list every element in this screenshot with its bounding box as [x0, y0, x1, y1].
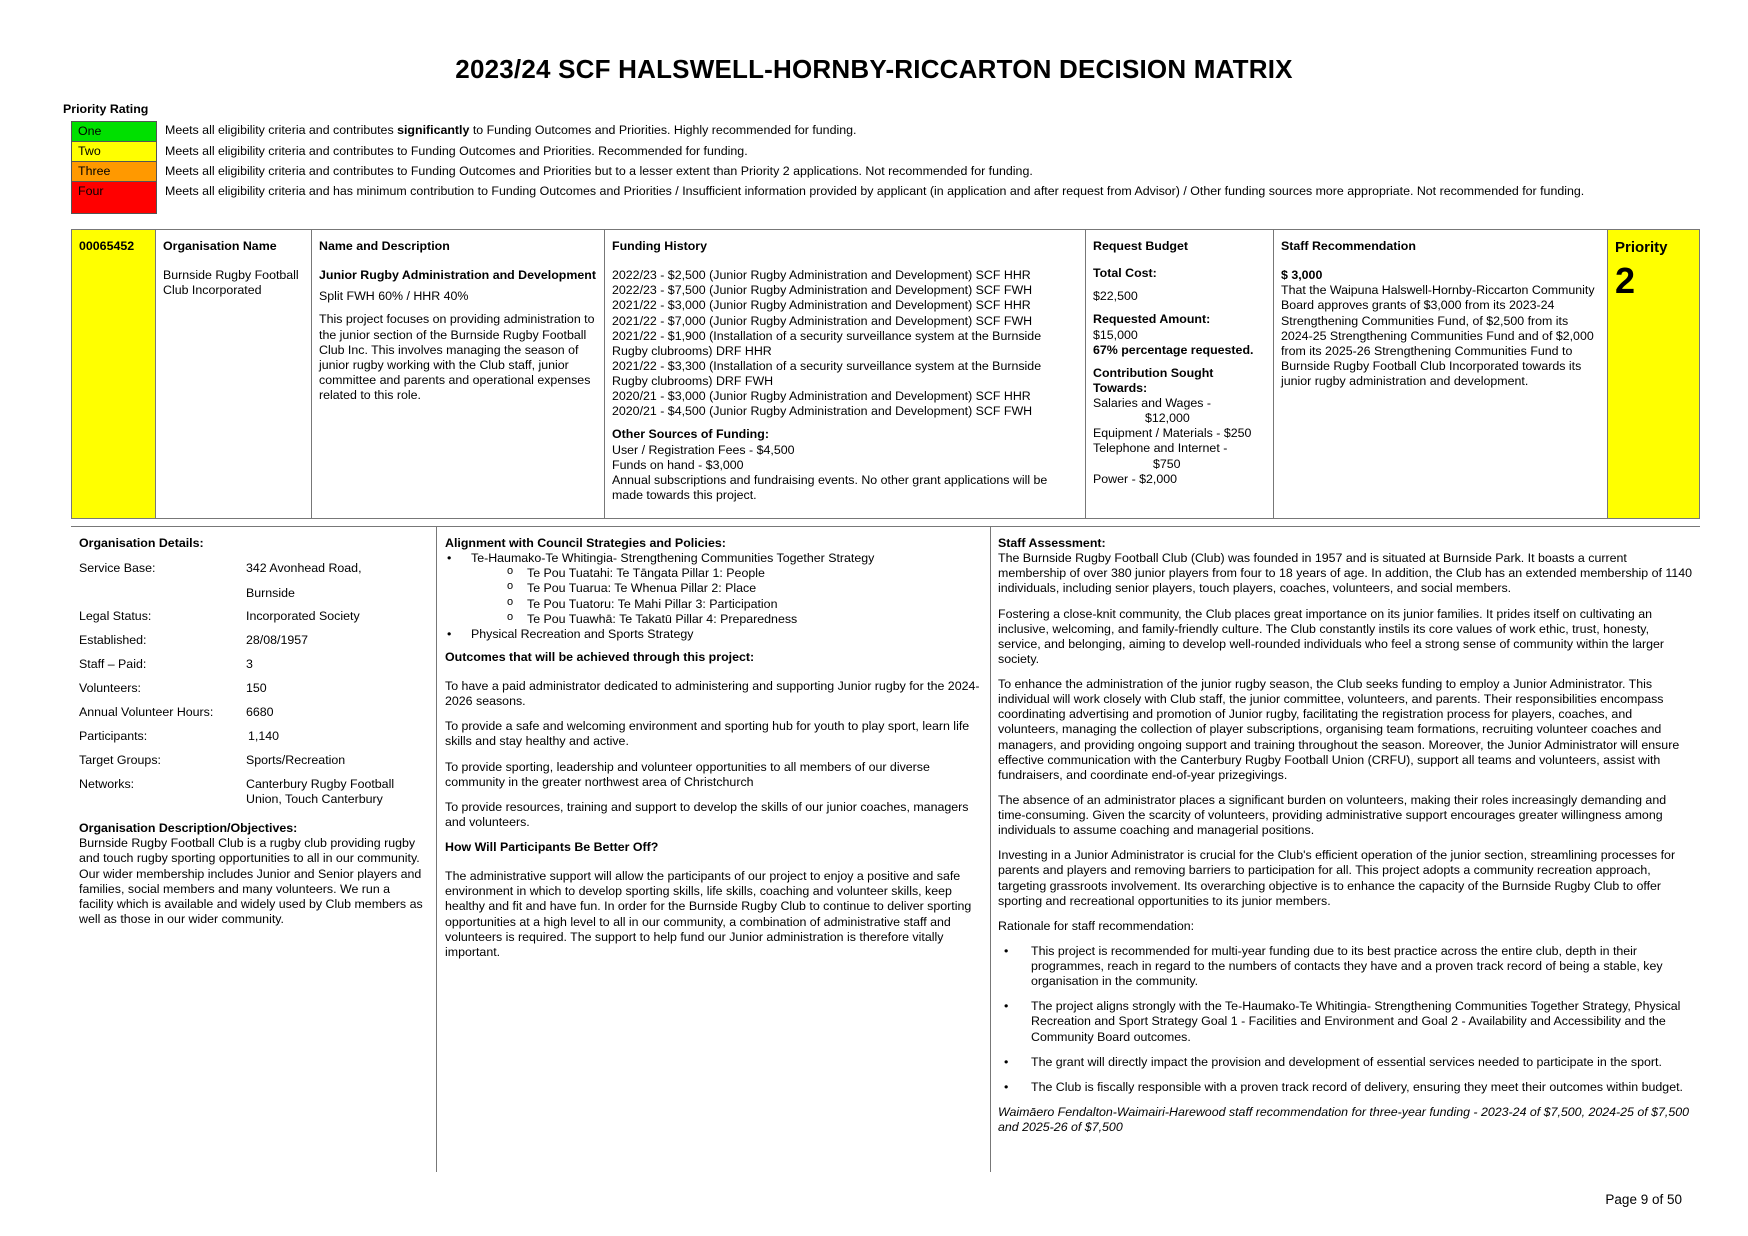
requested-amount-value: $15,000 — [1093, 327, 1138, 342]
org-details-heading: Organisation Details: — [79, 536, 204, 550]
detail-row-legal-status: Legal Status: Incorporated Society — [79, 609, 360, 624]
contrib-equipment: Equipment / Materials - $250 — [1093, 426, 1252, 441]
other-sources-header: Other Sources of Funding: — [612, 427, 769, 442]
staff-assessment-heading: Staff Assessment: — [998, 536, 1106, 550]
priority-rating-row-four — [71, 182, 1651, 214]
better-off-text: The administrative support will allow the participants of our project to enjoy a positive and safe environment in which to develop sporting skills, life skills, coaching and volunteer skills, keep healthy and fit and have fun. In order for the Burnside Rugby Club to continue to deliver sporting opportunities at a high level to all in our community, a combination of administrative staff and volunteers is required. The support to help fund our Junior administration is therefore vitally important. — [445, 869, 972, 959]
funding-history-item: 2021/22 - $3,300 (Installation of a security surveillance system at the Burnside Rugby clubrooms) DRF FWH — [612, 358, 1042, 388]
pillar-item: o Te Pou Tuawhā: Te Takatū Pillar 4: Preparedness — [471, 612, 985, 627]
priority-value: 2 — [1615, 260, 1636, 302]
requested-amount-label: Requested Amount: — [1093, 312, 1211, 327]
funding-history-item: 2022/23 - $7,500 (Junior Rugby Administration and Development) SCF FWH — [612, 283, 1033, 298]
total-cost-label: Total Cost: — [1093, 266, 1157, 281]
request-budget-header: Request Budget — [1093, 239, 1188, 253]
percentage-requested: 67% percentage requested. — [1093, 342, 1254, 357]
strategy-list — [445, 551, 985, 642]
project-split: Split FWH 60% / HHR 40% — [319, 289, 469, 304]
detail-row-volunteer-hours: Annual Volunteer Hours: 6680 — [79, 705, 274, 720]
funding-history-item: 2021/22 - $1,900 (Installation of a security surveillance system at the Burnside Rugby clubrooms) DRF HHR — [612, 328, 1042, 358]
organisation-details-column — [79, 536, 424, 927]
section-divider — [71, 526, 1700, 527]
outcome-item: To provide sporting, leadership and volunteer opportunities to all members of our diverse community in the greater northwest area of Christchurch — [445, 759, 930, 789]
pillar-list — [471, 566, 985, 627]
contrib-power: Power - $2,000 — [1093, 471, 1178, 486]
org-name-header: Organisation Name — [163, 239, 277, 253]
funding-history-item: 2021/22 - $7,000 (Junior Rugby Administration and Development) SCF FWH — [612, 313, 1033, 328]
funding-history-header: Funding History — [612, 239, 707, 253]
other-source-item: Funds on hand - $3,000 — [612, 457, 744, 472]
rationale-item: • The Club is fiscally responsible with a proven track record of delivery, ensuring they meet their outcomes within budget. — [998, 1080, 1694, 1095]
project-description: This project focuses on providing administration to the junior section of the Burnside Rugby Football Club Inc. This involves managing the season of junior rugby working with the Club staff, junior committee and parents and operational expenses related to this role. — [319, 312, 595, 402]
priority-rating-row-two — [71, 142, 1651, 162]
funding-history-cell — [605, 230, 1086, 518]
name-description-cell — [312, 230, 605, 518]
strategy-item: • Physical Recreation and Sports Strategy — [445, 627, 985, 642]
staff-recommendation-text: That the Waipuna Halswell-Hornby-Riccarton Community Board approves grants of $3,000 from its 2023-24 Strengthening Communities Fund, of $2,500 from its 2024-25 Strengthening Communities Fund and of $2,000 from its 2025-26 Strengthening Communities Fund to Burnside Rugby Football Club Incorporated towards its junior rugby administration and development. — [1281, 283, 1595, 388]
priority-header: Priority — [1615, 239, 1668, 256]
detail-row-participants: Participants: 1,140 — [79, 729, 280, 744]
org-description: Burnside Rugby Football Club is a rugby club providing rugby and touch rugby sporting opportunities to all in our community. Our wider membership includes Junior and Senior players and families, social members and many volunteers. We run a facility which is available and widely used by Club members as well as those in our wider community. — [79, 836, 423, 926]
contrib-salaries-label: Salaries and Wages - — [1093, 396, 1211, 410]
priority-two-desc: Meets all eligibility criteria and contributes to Funding Outcomes and Priorities. Recommended for funding. — [165, 144, 748, 159]
page-number: Page 9 of 50 — [1605, 1192, 1682, 1207]
assessment-paragraph: The Burnside Rugby Football Club (Club) was founded in 1957 and is situated at Burnside Park. It boasts a current membership of over 380 junior players from four to 18 years of age. In addition, the Club has an extended membership of 1140 individuals, including senior players, touch players, coaches, volunteers, and social members. — [998, 551, 1693, 596]
detail-row-networks: Networks: Canterbury Rugby Football Union, Touch Canterbury — [79, 777, 395, 807]
application-id: 00065452 — [72, 230, 156, 518]
priority-rating-row-three — [71, 162, 1651, 182]
better-off-heading: How Will Participants Be Better Off? — [445, 840, 659, 854]
pillar-item: o Te Pou Tuatahi: Te Tāngata Pillar 1: People — [471, 566, 985, 581]
contrib-phone-value: $750 — [1153, 456, 1181, 471]
priority-rating-heading: Priority Rating — [63, 102, 149, 116]
rationale-item: • The grant will directly impact the provision and development of essential services needed to participate in the sport. — [998, 1055, 1694, 1070]
column-divider — [436, 526, 437, 1172]
contribution-label: Contribution Sought Towards: — [1093, 365, 1214, 395]
outcome-item: To provide resources, training and support to develop the skills of our junior coaches, managers and volunteers. — [445, 799, 969, 829]
priority-one-swatch: One — [71, 121, 157, 142]
rationale-item: • This project is recommended for multi-year funding due to its best practice across the entire club, depth in their programmes, reach in regard to the numbers of contacts they have and a proven track record of being a stable, key organisation in the community. — [998, 944, 1694, 989]
rationale-item: • The project aligns strongly with the Te-Haumako-Te Whitingia- Strengthening Communities Together Strategy, Physical Recreation and Sport Strategy Goal 1 - Facilities and Environment and Goal 2 - Availability and Accessibility and the Community Board outcomes. — [998, 999, 1694, 1044]
total-cost-value: $22,500 — [1093, 289, 1138, 304]
funding-history-item: 2020/21 - $3,000 (Junior Rugby Administration and Development) SCF HHR — [612, 389, 1031, 404]
outcome-item: To provide a safe and welcoming environment and sporting hub for youth to play sport, learn life skills and stay healthy and active. — [445, 719, 970, 749]
outcome-item: To have a paid administrator dedicated to administering and supporting Junior rugby for the 2024-2026 seasons. — [445, 679, 980, 709]
other-source-item: User / Registration Fees - $4,500 — [612, 442, 795, 457]
priority-three-desc: Meets all eligibility criteria and contributes to Funding Outcomes and Priorities but to a lesser extent than Priority 2 applications. Not recommended for funding. — [165, 164, 1033, 179]
priority-three-swatch: Three — [71, 162, 157, 182]
detail-row-target-groups: Target Groups: Sports/Recreation — [79, 753, 346, 768]
org-description-heading: Organisation Description/Objectives: — [79, 821, 298, 836]
project-title: Junior Rugby Administration and Development — [319, 268, 596, 283]
organisation-cell — [156, 230, 312, 518]
priority-cell — [1608, 230, 1699, 518]
contrib-salaries-value: $12,000 — [1145, 411, 1190, 426]
priority-two-swatch: Two — [71, 142, 157, 162]
detail-row-volunteers: Volunteers: 150 — [79, 681, 267, 696]
decision-matrix-row — [71, 229, 1700, 519]
staff-recommendation-header: Staff Recommendation — [1281, 239, 1416, 253]
staff-recommendation-cell — [1274, 230, 1608, 518]
priority-one-desc: Meets all eligibility criteria and contributes significantly to Funding Outcomes and Priorities. Highly recommended for funding. — [165, 123, 857, 137]
funding-history-item: 2020/21 - $4,500 (Junior Rugby Administration and Development) SCF FWH — [612, 404, 1033, 419]
other-source-item: Annual subscriptions and fundraising events. No other grant applications will be made towards this project. — [612, 472, 1048, 502]
detail-row-staff-paid: Staff – Paid: 3 — [79, 657, 253, 672]
alignment-heading: Alignment with Council Strategies and Policies: — [445, 536, 726, 550]
priority-four-swatch: Four — [71, 182, 157, 214]
assessment-paragraph: The absence of an administrator places a significant burden on volunteers, making their roles increasingly demanding and time-consuming. Given the scarcity of volunteers, providing administrative support encourages greater willingness among individuals to assume coaching and managerial positions. — [998, 792, 1667, 838]
column-divider — [990, 526, 991, 1172]
funding-history-item: 2021/22 - $3,000 (Junior Rugby Administration and Development) SCF HHR — [612, 298, 1031, 313]
funding-history-item: 2022/23 - $2,500 (Junior Rugby Administration and Development) SCF HHR — [612, 268, 1031, 283]
assessment-paragraph: Investing in a Junior Administrator is crucial for the Club's efficient operation of the junior section, streamlining processes for parents and players and removing barriers to participation for all. This project adopts a community recreation approach, targeting grassroots involvement. Its overarching objective is to enhance the capacity of the Burnside Rugby Club to offer sporting and recreational opportunities to its junior members. — [998, 848, 1676, 908]
org-name: Burnside Rugby Football Club Incorporated — [163, 268, 299, 298]
priority-rating-legend — [71, 121, 1651, 214]
pillar-item: o Te Pou Tuatoru: Te Mahi Pillar 3: Participation — [471, 597, 985, 612]
assessment-paragraph: To enhance the administration of the junior rugby season, the Club seeks funding to employ a Junior Administrator. This individual will work closely with Club staff, the junior committee, volunteers, and parents. Their responsibilities encompass coordinating advertising and promotion of Junior rugby, facilitating the registration process for players, coaches, and volunteers, managing the collection of player subscriptions, organising team formations, recruiting volunteer coaches and managers, and providing ongoing support and training throughout the season. Moreover, the Junior Administrator will ensure effective communication with the Canterbury Rugby Football Union (CRFU), support all teams and volunteers, assist with fundraisers, and coordinate end-of-year prizegivings. — [998, 677, 1680, 782]
alignment-column — [445, 536, 985, 960]
request-budget-cell — [1086, 230, 1274, 518]
outcomes-heading: Outcomes that will be achieved through this project: — [445, 649, 755, 664]
priority-four-desc: Meets all eligibility criteria and has minimum contribution to Funding Outcomes and Priorities / Insufficient information provided by applicant (in application and after request from Advisor) / Other funding sources more appropriate. Not recommended for funding. — [165, 184, 1585, 199]
assessment-footnote: Waimāero Fendalton-Waimairi-Harewood staff recommendation for three-year funding - 2023-24 of $7,500, 2024-25 of $7,500 and 2025-26 of $7,500 — [998, 1104, 1690, 1134]
detail-row-service-base: Service Base: 342 Avonhead Road, Burnside — [79, 561, 362, 601]
pillar-item: o Te Pou Tuarua: Te Whenua Pillar 2: Place — [471, 581, 985, 596]
page-title: 2023/24 SCF HALSWELL-HORNBY-RICCARTON DECISION MATRIX — [455, 54, 1293, 84]
strategy-item: • Te-Haumako-Te Whitingia- Strengthening Communities Together Strategy o Te Pou Tuatahi: Te Tāngata Pillar 1: People o Te Pou Tuarua: Te Whenua Pillar 2: Place o Te Pou Tuatoru: Te Mahi Pillar 3: Participation o Te Pou Tuawhā: Te Takatū Pillar 4: Preparedness — [445, 551, 985, 627]
priority-rating-row-one — [71, 121, 1651, 142]
detail-row-established: Established: 28/08/1957 — [79, 633, 309, 648]
contrib-phone-label: Telephone and Internet - — [1093, 441, 1228, 456]
rationale-heading: Rationale for staff recommendation: — [998, 918, 1195, 933]
staff-recommendation-amount: $ 3,000 — [1281, 268, 1323, 283]
staff-assessment-column — [998, 536, 1694, 1135]
rationale-list — [998, 944, 1694, 1095]
name-description-header: Name and Description — [319, 239, 450, 253]
assessment-paragraph: Fostering a close-knit community, the Club places great importance on its junior families. It prides itself on cultivating an inclusive, welcoming, and family-friendly culture. The Club constantly instils its core values of work ethic, trust, honesty, service, and belonging, aiming to develop well-rounded individuals who feel a strong sense of community within the larger society. — [998, 606, 1665, 666]
